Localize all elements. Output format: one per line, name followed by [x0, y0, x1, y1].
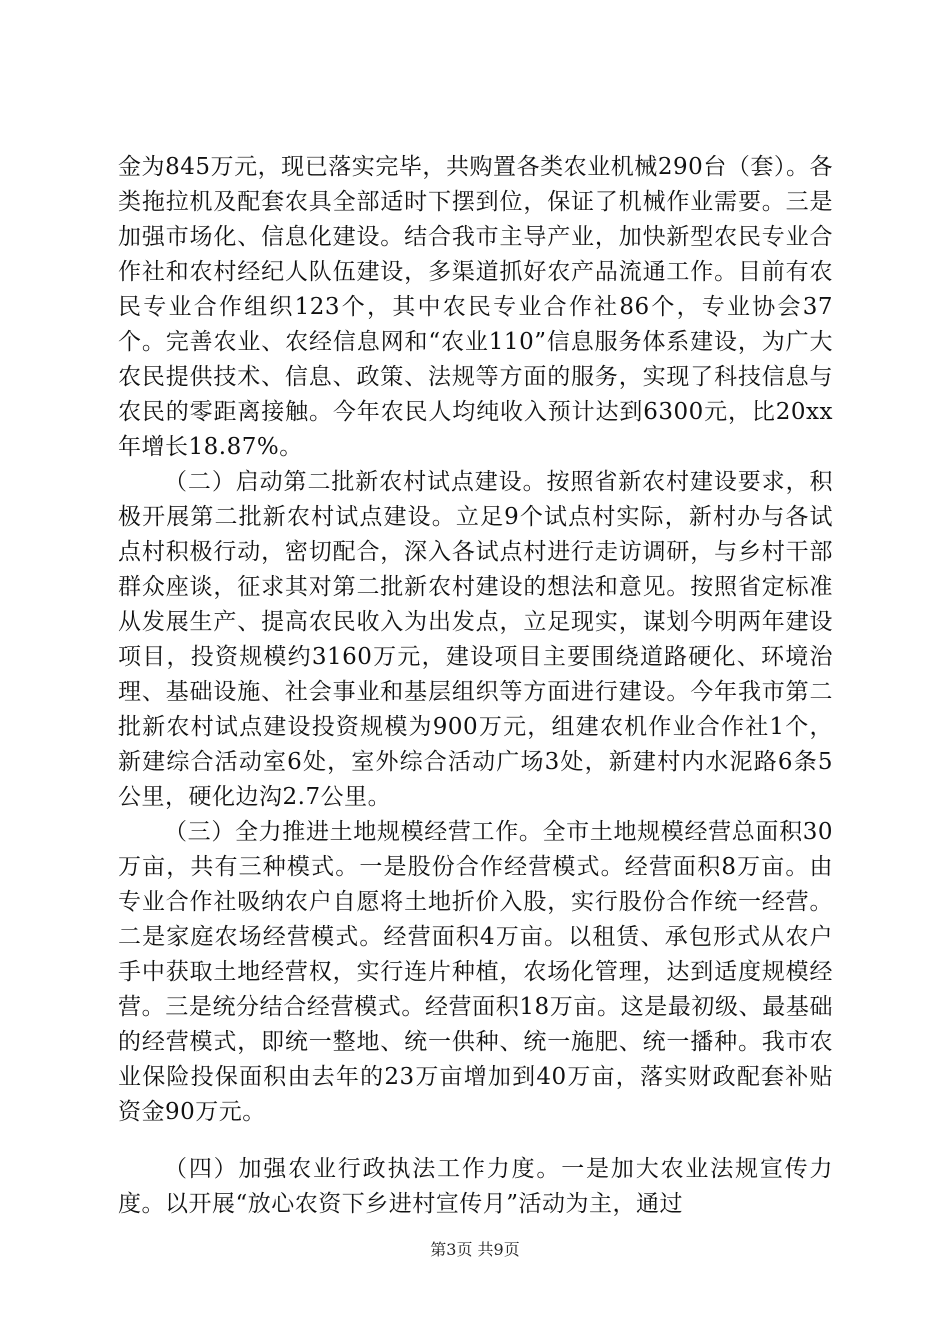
page-number-footer: 第3页 共9页 [430, 1240, 520, 1259]
document-body [118, 150, 833, 1222]
paragraph-section-2: （二）启动第二批新农村试点建设。按照省新农村建设要求，积极开展第二批新农村试点建设。立足9个试点村实际，新村办与各试点村积极行动，密切配合，深入各试点村进行走访调研，与乡村干部群众座谈，征求其对第二批新农村建设的想法和意见。按照省定标准从发展生产、提高农民收入为出发点，立足现实，谋划今明两年建设项目，投资规模约3160万元，建设项目主要围绕道路硬化、环境治理、基础设施、社会事业和基层组织等方面进行建设。今年我市第二批新农村试点建设投资规模为900万元，组建农机作业合作社1个，新建综合活动室6处，室外综合活动广场3处，新建村内水泥路6条5公里，硬化边沟2.7公里。 [118, 469, 833, 810]
paragraph-section-3: （三）全力推进土地规模经营工作。全市土地规模经营总面积30万亩，共有三种模式。一是股份合作经营模式。经营面积8万亩。由专业合作社吸纳农户自愿将土地折价入股，实行股份合作统一经营。二是家庭农场经营模式。经营面积4万亩。以租赁、承包形式从农户手中获取土地经营权，实行连片种植，农场化管理，达到适度规模经营。三是统分结合经营模式。经营面积18万亩。这是最初级、最基础的经营模式，即统一整地、统一供种、统一施肥、统一播种。我市农业保险投保面积由去年的23万亩增加到40万亩，落实财政配套补贴资金90万元。 [118, 819, 833, 1125]
paragraph-continuation: 金为845万元，现已落实完毕，共购置各类农业机械290台（套）。各类拖拉机及配套农具全部适时下摆到位，保证了机械作业需要。三是加强市场化、信息化建设。结合我市主导产业，加快新型农民专业合作社和农村经纪人队伍建设，多渠道抓好农产品流通工作。目前有农民专业合作组织123个，其中农民专业合作社86个，专业协会37个。完善农业、农经信息网和“农业110”信息服务体系建设，为广大农民提供技术、信息、政策、法规等方面的服务，实现了科技信息与农民的零距离接触。今年农民人均纯收入预计达到6300元，比20xx年增长18.87%。 [118, 154, 833, 460]
paragraph-section-4: （四）加强农业行政执法工作力度。一是加大农业法规宣传力度。以开展“放心农资下乡进村宣传月”活动为主，通过 [118, 1156, 833, 1217]
